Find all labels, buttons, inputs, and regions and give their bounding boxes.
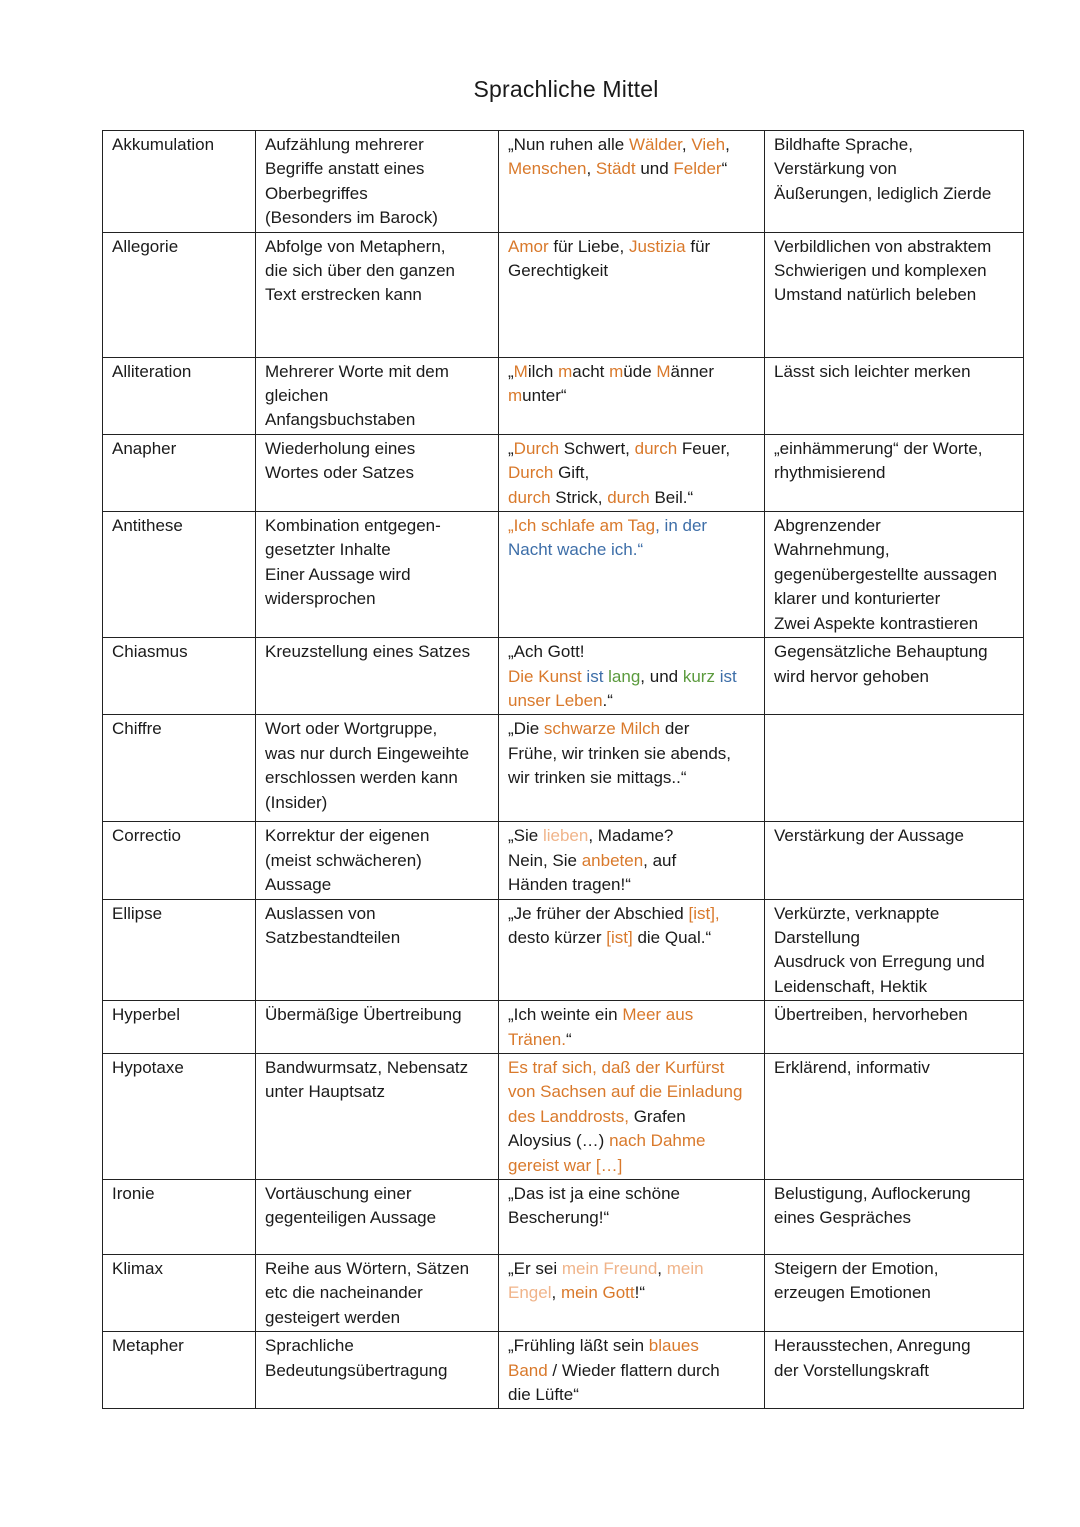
- definition-cell: Kombination entgegen- gesetzter Inhalte Einer Aussage wird widersprochen: [256, 512, 499, 638]
- example-cell: „Die schwarze Milch der Frühe, wir trinken sie abends, wir trinken sie mittags..“: [499, 715, 765, 822]
- definition-cell: Übermäßige Übertreibung: [256, 1001, 499, 1054]
- term-cell: Alliteration: [103, 357, 256, 434]
- effect-cell: Übertreiben, hervorheben: [765, 1001, 1024, 1054]
- term-cell: Klimax: [103, 1255, 256, 1332]
- effect-cell: Steigern der Emotion, erzeugen Emotionen: [765, 1255, 1024, 1332]
- example-cell: „Das ist ja eine schöne Bescherung!“: [499, 1180, 765, 1255]
- effect-cell: [765, 715, 1024, 822]
- effect-cell: Herausstechen, Anregung der Vorstellungskraft: [765, 1332, 1024, 1409]
- effect-cell: Erklärend, informativ: [765, 1053, 1024, 1179]
- example-cell: „Je früher der Abschied [ist], desto kürzer [ist] die Qual.“: [499, 899, 765, 1001]
- table-row: [103, 512, 1024, 638]
- table-row: [103, 899, 1024, 1001]
- definition-cell: Wiederholung eines Wortes oder Satzes: [256, 434, 499, 511]
- definition-cell: Wort oder Wortgruppe, was nur durch Eingeweihte erschlossen werden kann (Insider): [256, 715, 499, 822]
- table-row: [103, 1053, 1024, 1179]
- definition-cell: Sprachliche Bedeutungsübertragung: [256, 1332, 499, 1409]
- definition-cell: Mehrerer Worte mit dem gleichen Anfangsbuchstaben: [256, 357, 499, 434]
- term-cell: Ellipse: [103, 899, 256, 1001]
- definition-cell: Aufzählung mehrerer Begriffe anstatt eines Oberbegriffes (Besonders im Barock): [256, 131, 499, 233]
- term-cell: Chiasmus: [103, 638, 256, 715]
- effect-cell: Verbildlichen von abstraktem Schwierigen und komplexen Umstand natürlich beleben: [765, 232, 1024, 357]
- example-cell: „Milch macht müde Männer munter“: [499, 357, 765, 434]
- effect-cell: Gegensätzliche Behauptung wird hervor gehoben: [765, 638, 1024, 715]
- effect-cell: Belustigung, Auflockerung eines Gespräches: [765, 1180, 1024, 1255]
- table-row: [103, 638, 1024, 715]
- example-cell: „Sie lieben, Madame? Nein, Sie anbeten, auf Händen tragen!“: [499, 822, 765, 899]
- stylistic-devices-table: [102, 130, 1024, 1409]
- term-cell: Anapher: [103, 434, 256, 511]
- example-cell: Es traf sich, daß der Kurfürst von Sachsen auf die Einladung des Landdrosts, Grafen Aloysius (…) nach Dahme gereist war […]: [499, 1053, 765, 1179]
- table-row: [103, 434, 1024, 511]
- effect-cell: Lässt sich leichter merken: [765, 357, 1024, 434]
- example-cell: „Ich weinte ein Meer aus Tränen.“: [499, 1001, 765, 1054]
- example-cell: „Frühling läßt sein blaues Band / Wieder flattern durch die Lüfte“: [499, 1332, 765, 1409]
- term-cell: Correctio: [103, 822, 256, 899]
- term-cell: Allegorie: [103, 232, 256, 357]
- definition-cell: Korrektur der eigenen (meist schwächeren) Aussage: [256, 822, 499, 899]
- example-cell: „Ach Gott! Die Kunst ist lang, und kurz ist unser Leben.“: [499, 638, 765, 715]
- effect-cell: „einhämmerung“ der Worte, rhythmisierend: [765, 434, 1024, 511]
- effect-cell: Verkürzte, verknappte Darstellung Ausdruck von Erregung und Leidenschaft, Hektik: [765, 899, 1024, 1001]
- definition-cell: Reihe aus Wörtern, Sätzen etc die nacheinander gesteigert werden: [256, 1255, 499, 1332]
- table-row: [103, 1332, 1024, 1409]
- example-cell: „Durch Schwert, durch Feuer, Durch Gift, durch Strick, durch Beil.“: [499, 434, 765, 511]
- example-cell: „Nun ruhen alle Wälder, Vieh, Menschen, Städt und Felder“: [499, 131, 765, 233]
- table-row: [103, 822, 1024, 899]
- term-cell: Akkumulation: [103, 131, 256, 233]
- definition-cell: Abfolge von Metaphern, die sich über den ganzen Text erstrecken kann: [256, 232, 499, 357]
- table-row: [103, 232, 1024, 357]
- table-row: [103, 1001, 1024, 1054]
- example-cell: „Ich schlafe am Tag, in der Nacht wache ich.“: [499, 512, 765, 638]
- table-row: [103, 1180, 1024, 1255]
- definition-cell: Kreuzstellung eines Satzes: [256, 638, 499, 715]
- term-cell: Ironie: [103, 1180, 256, 1255]
- definition-cell: Bandwurmsatz, Nebensatz unter Hauptsatz: [256, 1053, 499, 1179]
- term-cell: Metapher: [103, 1332, 256, 1409]
- effect-cell: Verstärkung der Aussage: [765, 822, 1024, 899]
- table-row: [103, 1255, 1024, 1332]
- term-cell: Antithese: [103, 512, 256, 638]
- effect-cell: Abgrenzender Wahrnehmung, gegenübergestellte aussagen klarer und konturierter Zwei Aspekte kontrastieren: [765, 512, 1024, 638]
- term-cell: Hypotaxe: [103, 1053, 256, 1179]
- table-row: [103, 131, 1024, 233]
- page-title: Sprachliche Mittel: [473, 76, 659, 102]
- table-row: [103, 715, 1024, 822]
- example-cell: Amor für Liebe, Justizia für Gerechtigkeit: [499, 232, 765, 357]
- example-cell: „Er sei mein Freund, mein Engel, mein Gott!“: [499, 1255, 765, 1332]
- term-cell: Hyperbel: [103, 1001, 256, 1054]
- definition-cell: Vortäuschung einer gegenteiligen Aussage: [256, 1180, 499, 1255]
- definition-cell: Auslassen von Satzbestandteilen: [256, 899, 499, 1001]
- term-cell: Chiffre: [103, 715, 256, 822]
- effect-cell: Bildhafte Sprache, Verstärkung von Äußerungen, lediglich Zierde: [765, 131, 1024, 233]
- table-row: [103, 357, 1024, 434]
